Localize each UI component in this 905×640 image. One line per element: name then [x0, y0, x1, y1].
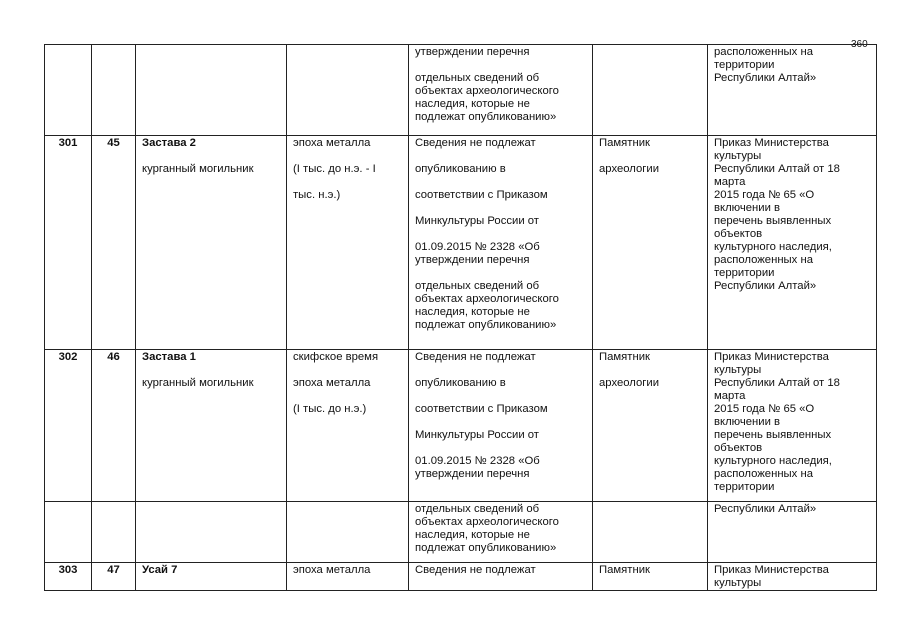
cell-local-no: 45 [92, 136, 136, 350]
cell-note [409, 350, 593, 502]
document-text: Республики Алтай» [714, 503, 817, 515]
document-text: расположенных на территории Республики Алтай» [714, 46, 817, 84]
cell-name [136, 563, 287, 591]
document-text: Приказ Министерства культуры Республики Алтай от 18 марта 2015 года № 65 «О включении в перечень выявленных объектов культурного наследия, расположенных на территории [714, 351, 840, 493]
cell-note [409, 45, 593, 136]
page-number: 360 [851, 39, 868, 50]
note-text: Сведения не подлежат опубликованию в соответствии с Приказом Минкультуры России от 01.09.2015 № 2328 «Об утверждении перечня [415, 351, 548, 480]
cell-note [409, 502, 593, 563]
cell-no: 302 [45, 350, 92, 502]
cell-local-no: 47 [92, 563, 136, 591]
category-text: Памятник археологии [599, 137, 660, 175]
object-type: курганный могильник [142, 377, 254, 389]
cell-document [708, 45, 877, 136]
cell-category [593, 350, 708, 502]
heritage-registry-table [44, 44, 877, 591]
cell-category [593, 136, 708, 350]
cell-dating [287, 350, 409, 502]
cell-dating [287, 45, 409, 136]
category-text: Памятник [599, 564, 650, 576]
cell-name [136, 45, 287, 136]
note-text: отдельных сведений об объектах археологического наследия, которые не подлежат опубликованию» [415, 503, 559, 554]
table-row [45, 350, 877, 502]
cell-category [593, 45, 708, 136]
cell-dating [287, 502, 409, 563]
cell-local-no: 46 [92, 350, 136, 502]
cell-document [708, 136, 877, 350]
cell-no [45, 45, 92, 136]
cell-no [45, 502, 92, 563]
note-text: Сведения не подлежат опубликованию в соответствии с Приказом Минкультуры России от 01.09.2015 № 2328 «Об утверждении перечня отдельных сведений об объектах археологического наследия, которые не подлежат опубликованию» [415, 137, 559, 331]
note-text: Сведения не подлежат [415, 564, 536, 576]
dating-text: скифское время эпоха металла (I тыс. до н.э.) [293, 351, 379, 415]
document-text: Приказ Министерства культуры [714, 564, 829, 589]
cell-note [409, 563, 593, 591]
object-title: Застава 1 [142, 351, 196, 363]
table-row [45, 502, 877, 563]
document-text: Приказ Министерства культуры Республики Алтай от 18 марта 2015 года № 65 «О включении в перечень выявленных объектов культурного наследия, расположенных на территории Республики Алтай» [714, 137, 840, 292]
table-row [45, 563, 877, 591]
cell-no: 301 [45, 136, 92, 350]
cell-local-no [92, 502, 136, 563]
cell-document [708, 502, 877, 563]
object-type: курганный могильник [142, 163, 254, 175]
cell-document [708, 563, 877, 591]
note-text: утверждении перечня отдельных сведений об объектах археологического наследия, которые не подлежат опубликованию» [415, 46, 559, 123]
cell-name [136, 502, 287, 563]
cell-local-no [92, 45, 136, 136]
dating-text: эпоха металла (I тыс. до н.э. - I тыс. н.э.) [293, 137, 376, 201]
cell-category [593, 502, 708, 563]
table-row [45, 136, 877, 350]
cell-document [708, 350, 877, 502]
cell-name [136, 136, 287, 350]
dating-text: эпоха металла [293, 564, 371, 576]
cell-note [409, 136, 593, 350]
cell-category [593, 563, 708, 591]
object-title: Застава 2 [142, 137, 196, 149]
cell-no: 303 [45, 563, 92, 591]
object-title: Усай 7 [142, 564, 178, 576]
cell-dating [287, 563, 409, 591]
table-row [45, 45, 877, 136]
category-text: Памятник археологии [599, 351, 660, 389]
cell-name [136, 350, 287, 502]
cell-dating [287, 136, 409, 350]
